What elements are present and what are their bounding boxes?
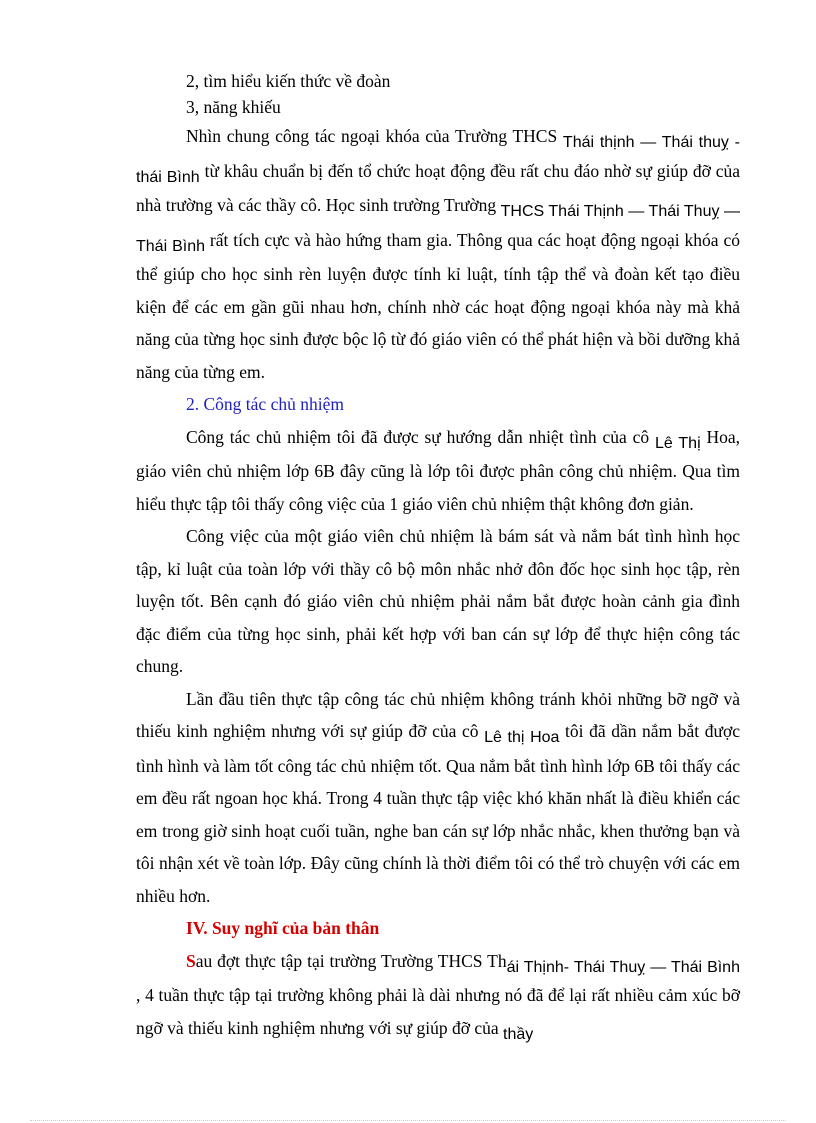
drop-cap: S [186, 950, 196, 971]
paragraph-text: từ khâu chuẩn bị đến tổ chức hoạt động đều rất chu đáo nhờ sự giúp đỡ của nhà trường và các thầy cô. Học sinh trường Trường [136, 160, 741, 215]
school-name: ái Thịnh- Thái Thuỵ — Thái Bình [506, 958, 740, 976]
paragraph-text: thầy [503, 1025, 534, 1043]
teacher-name: Lê Thị [654, 434, 701, 452]
paragraph-text: au đợt thực tập tại trường Trường THCS Th [195, 950, 507, 971]
paragraph-extracurricular [136, 120, 740, 388]
school-name: Thái thịnh — Thái thuỵ - thái Bình [136, 134, 741, 186]
school-name: THCS Thái Thịnh — Thái Thuỵ — Thái Bình [136, 203, 740, 255]
list-item-2: 2, tìm hiểu kiến thức về đoàn [186, 71, 391, 91]
paragraph-text: tôi đã dần nắm bắt được tình hình và làm tốt công tác chủ nhiệm tốt. Qua nắm bắt tình hình lớp 6B tôi thấy các em đều rất ngoan học khá. Trong 4 tuần thực tập việc khó khăn nhất là điều khiển các em trong giờ sinh hoạt cuối tuần, nghe ban cán sự lớp nhắc nhắc, khen thưởng bạn và tôi nhận xét về toàn lớp. Đây cũng chính là thời điểm tôi có thể trò chuyện với các em nhiều hơn. [136, 721, 741, 906]
page-bottom-divider [30, 1120, 786, 1121]
section-heading-reflection: IV. Suy nghĩ của bản thân [186, 918, 380, 938]
paragraph-text: Lần đầu tiên thực tập công tác chủ nhiệm không tránh khỏi những bỡ ngỡ và thiếu kinh nghiệm nhưng với sự giúp đỡ của cô [136, 688, 740, 741]
paragraph-homeroom-intro [136, 421, 740, 521]
paragraph-text: , 4 tuần thực tập tại trường không phải là dài nhưng nó đã để lại rất nhiều cảm xúc bỡ ngỡ và thiếu kinh nghiệm nhưng với sự giúp đỡ của [136, 985, 740, 1038]
paragraph-reflection [136, 945, 740, 1047]
list-item-3: 3, năng khiếu [186, 97, 281, 117]
paragraph-text: Hoa, giáo viên chủ nhiệm lớp 6B đây cũng là lớp tôi được phân công chủ nhiệm. Qua tìm hiểu thực tập tôi thấy công việc của 1 giáo viên chủ nhiệm thật không đơn giản. [136, 426, 740, 514]
paragraph-text: Công tác chủ nhiệm tôi đã được sự hướng dẫn nhiệt tình của cô [186, 426, 650, 447]
paragraph-homeroom-duties: Công việc của một giáo viên chủ nhiệm là bám sát và nắm bát tình hình học tập, kỉ luật của toàn lớp với thầy cô bộ môn nhắc nhở đôn đốc học sinh học tập, rèn luyện tốt. Bên cạnh đó giáo viên chủ nhiệm phải nắm bắt được hoàn cảnh gia đình đặc điểm của từng học sinh, phải kết hợp với ban cán sự lớp để thực hiện công tác chung. [136, 526, 740, 676]
section-heading-homeroom: 2. Công tác chủ nhiệm [186, 394, 344, 414]
paragraph-text: Nhìn chung công tác ngoại khóa của Trường THCS [186, 126, 558, 146]
paragraph-homeroom-experience [136, 683, 740, 913]
teacher-name: Lê thị Hoa [484, 729, 560, 746]
paragraph-text: rất tích cực và hào hứng tham gia. Thông qua các hoạt động ngoại khóa có thể giúp cho học sinh rèn luyện được tính kỉ luật, tính tập thể và đoàn kết tạo điều kiện để các em gần gũi nhau hơn, chính nhờ các hoạt động ngoại khóa này mà khả năng của từng học sinh được bộc lộ từ đó giáo viên có thể phát hiện và bồi dưỡng khả năng của từng em. [136, 229, 740, 382]
document-body [136, 68, 740, 1046]
